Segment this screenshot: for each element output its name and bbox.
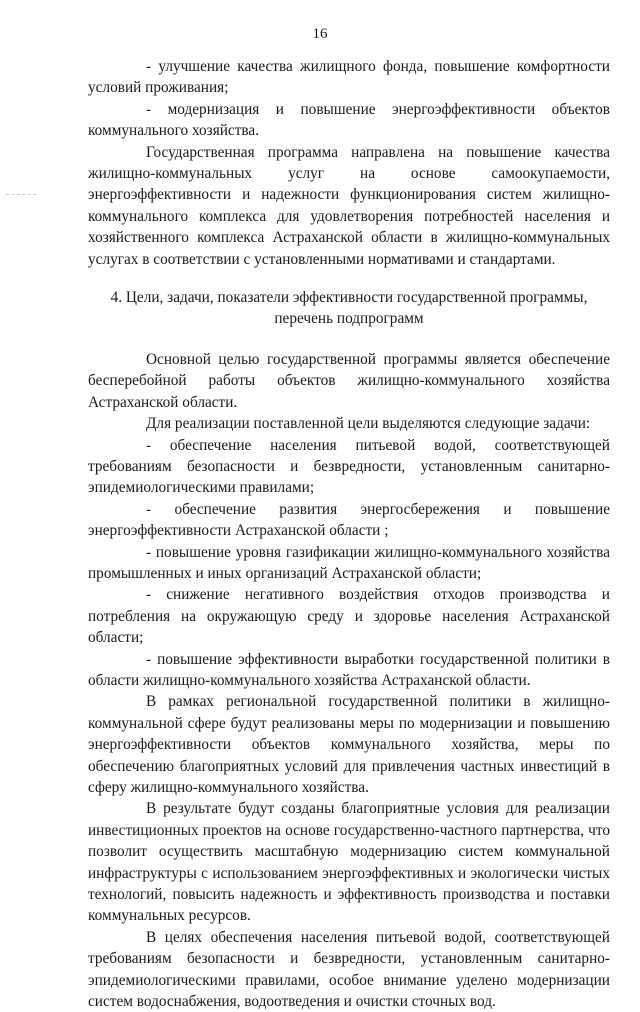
paragraph: - улучшение качества жилищного фонда, повышение комфортности условий проживания; — [88, 58, 610, 97]
paragraph: В целях обеспечения населения питьевой водой, соответствующей требованиям безопасности и безвредности, установленным санитарно-эпидемиологическими правилами, особое внимание уделено модернизации систем водоснабжения, водоотведения и очистки сточных вод. — [88, 928, 610, 1011]
paragraph: Основной целью государственной программы является обеспечение бесперебойной работы объектов жилищно-коммунального хозяйства Астраханской области. — [88, 350, 610, 411]
paragraph: - модернизация и повышение энергоэффективности объектов коммунального хозяйства. — [88, 100, 610, 140]
page-number: 16 — [312, 26, 328, 42]
paragraph: В рамках региональной государственной политики в жилищно-коммунальной сфере будут реализованы меры по модернизации и повышению энергоэффективности объектов коммунального хозяйства, меры по обеспечению благоприятных условий для привлечения частных инвестиций в сферу жилищно-коммунального хозяйства. — [88, 693, 610, 796]
section-heading: 4. Цели, задачи, показатели эффективности государственной программы, перечень подпрограмм — [110, 289, 588, 328]
task-list-item: - обеспечение развития энергосбережения и повышение энергоэффективности Астраханской области ; — [88, 500, 610, 540]
paragraph: В результате будут созданы благоприятные условия для реализации инвестиционных проектов на основе государственно-частного партнерства, что позволит осуществить масштабную модернизацию систем коммунальной инфраструктуры с использованием энергоэффективных и экологически чистых технологий, повысить надежность и эффективность производства и поставки коммунальных ресурсов. — [88, 800, 610, 925]
scan-margin-mark — [6, 194, 36, 196]
task-list-item: - повышение уровня газификации жилищно-коммунального хозяйства промышленных и иных организаций Астраханской области; — [88, 543, 610, 582]
paragraph: Государственная программа направлена на повышение качества жилищно-коммунальных услуг на основе самоокупаемости, энергоэффективности и надежности функционирования систем жилищно-коммунального комплекса для удовлетворения потребностей населения и хозяйственного комплекса Астраханской области в жилищно-коммунальных услугах в соответствии с установленными нормативами и стандартами. — [88, 143, 610, 268]
task-list-item: - повышение эффективности выработки государственной политики в области жилищно-коммунального хозяйства Астраханской области. — [88, 650, 610, 689]
document-body — [88, 56, 610, 1012]
task-list-item: - снижение негативного воздействия отходов производства и потребления на окружающую среду и здоровье населения Астраханской области; — [88, 586, 610, 647]
task-list-item: - обеспечение населения питьевой водой, соответствующей требованиям безопасности и безвредности, установленным санитарно-эпидемиологическими правилами; — [88, 436, 610, 497]
paragraph: Для реализации поставленной цели выделяются следующие задачи: — [146, 415, 591, 433]
